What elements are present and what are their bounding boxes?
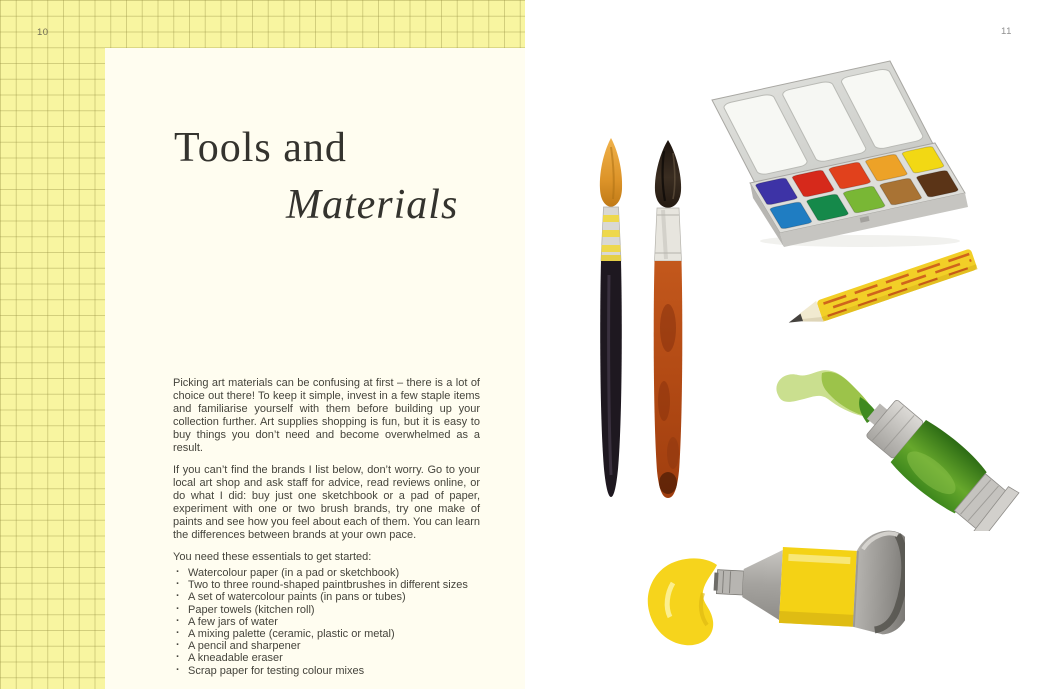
cream-inset-page	[105, 48, 525, 689]
list-item: · Two to three round-shaped paintbrushes in different sizes	[173, 579, 480, 591]
yellow-paint-tube-illustration	[643, 513, 905, 665]
paragraph-2: If you can’t find the brands I list below, don’t worry. Go to your local art shop and ask staff for advice, read reviews online, or do what I did: buy just one sketchbook or a pad of paper, experiment with one or two brush brands, try one make of paints and see how you feel about each of them. You can learn the differences between brands at your own pace.	[173, 464, 480, 541]
yellow-paint-tube	[712, 522, 905, 636]
list-item: · Scrap paper for testing colour mixes	[173, 665, 480, 677]
list-item: · A mixing palette (ceramic, plastic or metal)	[173, 628, 480, 640]
brush-brown-handle	[654, 140, 683, 498]
page-number-left: 10	[37, 27, 49, 38]
green-paint-squirt	[776, 370, 878, 423]
right-page-illustrations	[525, 0, 1050, 689]
green-paint-tube-illustration	[770, 353, 1025, 531]
list-item: · A pencil and sharpener	[173, 640, 480, 652]
green-paint-tube	[854, 387, 1021, 531]
list-item: · A kneadable eraser	[173, 652, 480, 664]
list-item: · Watercolour paper (in a pad or sketchbook)	[173, 567, 480, 579]
watercolour-pan-set-illustration	[700, 55, 975, 250]
chapter-title-line2: Materials	[286, 182, 459, 228]
paragraph-1: Picking art materials can be confusing at first – there is a lot of choice out there! To keep it simple, invest in a few staple items and familiarise yourself with them before building up your collection further. Art supplies shopping is fun, but it is easy to buy things you don’t need and become overwhelmed as a result.	[173, 377, 480, 454]
paintbrushes-illustration	[588, 133, 703, 505]
chapter-title-line1: Tools and	[174, 125, 347, 171]
paragraph-3: You need these essentials to get started:	[173, 551, 372, 563]
pencil	[785, 248, 978, 332]
brush-black-handle	[596, 138, 628, 497]
list-item: · A few jars of water	[173, 616, 480, 628]
pencil-illustration	[783, 238, 998, 336]
page-number-right: 11	[1001, 26, 1012, 37]
list-item: · Paper towels (kitchen roll)	[173, 604, 480, 616]
yellow-paint-blob	[648, 558, 717, 645]
chapter-body-text	[173, 377, 480, 677]
list-item: · A set of watercolour paints (in pans or tubes)	[173, 591, 480, 603]
essentials-list	[173, 567, 480, 677]
